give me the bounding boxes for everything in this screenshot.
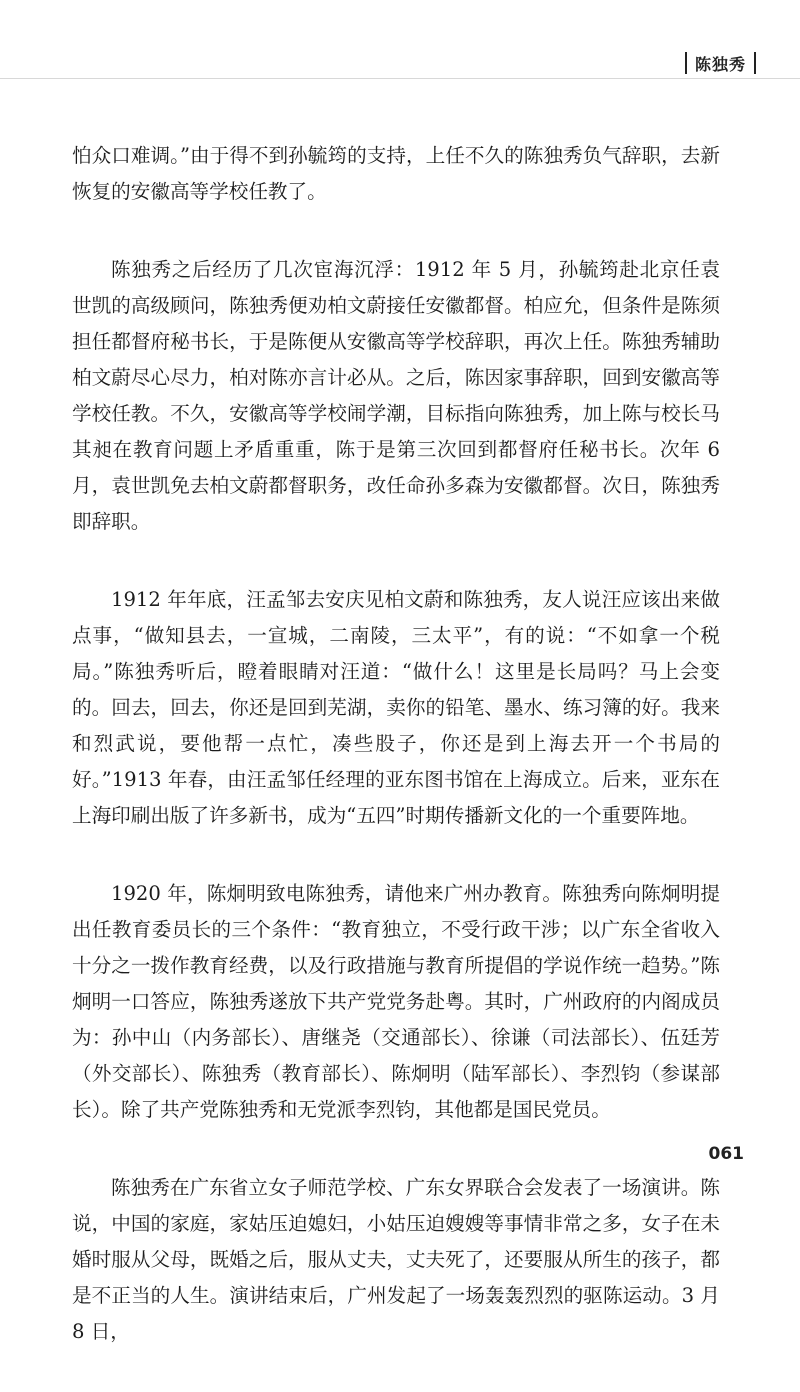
paragraph: 陈独秀之后经历了几次宦海沉浮：1912 年 5 月，孙毓筠赴北京任袁世凯的高级顾问，陈独秀便劝柏文蔚接任安徽都督。柏应允，但条件是陈须担任都督府秘书长，于是陈便从安徽高等学校辞职，再次上任。陈独秀辅助柏文蔚尽心尽力，柏对陈亦言计必从。之后，陈因家事辞职，回到安徽高等学校任教。不久，安徽高等学校闹学潮，目标指向陈独秀，加上陈与校长马其昶在教育问题上矛盾重重，陈于是第三次回到都督府任秘书长。次年 6 月，袁世凯免去柏文蔚都督职务，改任命孙多森为安徽都督。次日，陈独秀即辞职。 (72, 258, 720, 533)
running-title: 陈独秀 (694, 54, 746, 74)
header-bar-right (754, 52, 756, 74)
paragraph: 1920 年，陈炯明致电陈独秀，请他来广州办教育。陈独秀向陈炯明提出任教育委员长的三个条件：“教育独立，不受行政干涉；以广东全省收入十分之一拨作教育经费，以及行政措施与教育所提倡的学说作统一趋势。”陈炯明一口答应，陈独秀遂放下共产党党务赴粤。其时，广州政府的内阁成员为：孙中山（内务部长）、唐继尧（交通部长）、徐谦（司法部长）、伍廷芳（外交部长）、陈独秀（教育部长）、陈炯明（陆军部长）、李烈钧（参谋部长）。除了共产党陈独秀和无党派李烈钧，其他都是国民党员。 (72, 882, 720, 1121)
paragraph-continued: 怕众口难调。”由于得不到孙毓筠的支持，上任不久的陈独秀负气辞职，去新恢复的安徽高等学校任教了。 (72, 144, 720, 203)
body-text (72, 138, 720, 1392)
page-number: 061 (708, 1144, 744, 1164)
running-header (685, 51, 756, 75)
header-divider (0, 78, 800, 79)
paragraph: 陈独秀在广东省立女子师范学校、广东女界联合会发表了一场演讲。陈说，中国的家庭，家姑压迫媳妇，小姑压迫嫂嫂等事情非常之多，女子在未婚时服从父母，既婚之后，服从丈夫，丈夫死了，还要服从所生的孩子，都是不正当的人生。演讲结束后，广州发起了一场轰轰烈烈的驱陈运动。3 月 8 日， (72, 1176, 720, 1343)
paragraph: 1912 年年底，汪孟邹去安庆见柏文蔚和陈独秀，友人说汪应该出来做点事，“做知县去，一宣城，二南陵，三太平”，有的说：“不如拿一个税局。”陈独秀听后，瞪着眼睛对汪道：“做什么！这里是长局吗？马上会变的。回去，回去，你还是回到芜湖，卖你的铅笔、墨水、练习簿的好。我来和烈武说，要他帮一点忙，凑些股子，你还是到上海去开一个书局的好。”1913 年春，由汪孟邹任经理的亚东图书馆在上海成立。后来，亚东在上海印刷出版了许多新书，成为“五四”时期传播新文化的一个重要阵地。 (72, 588, 720, 827)
